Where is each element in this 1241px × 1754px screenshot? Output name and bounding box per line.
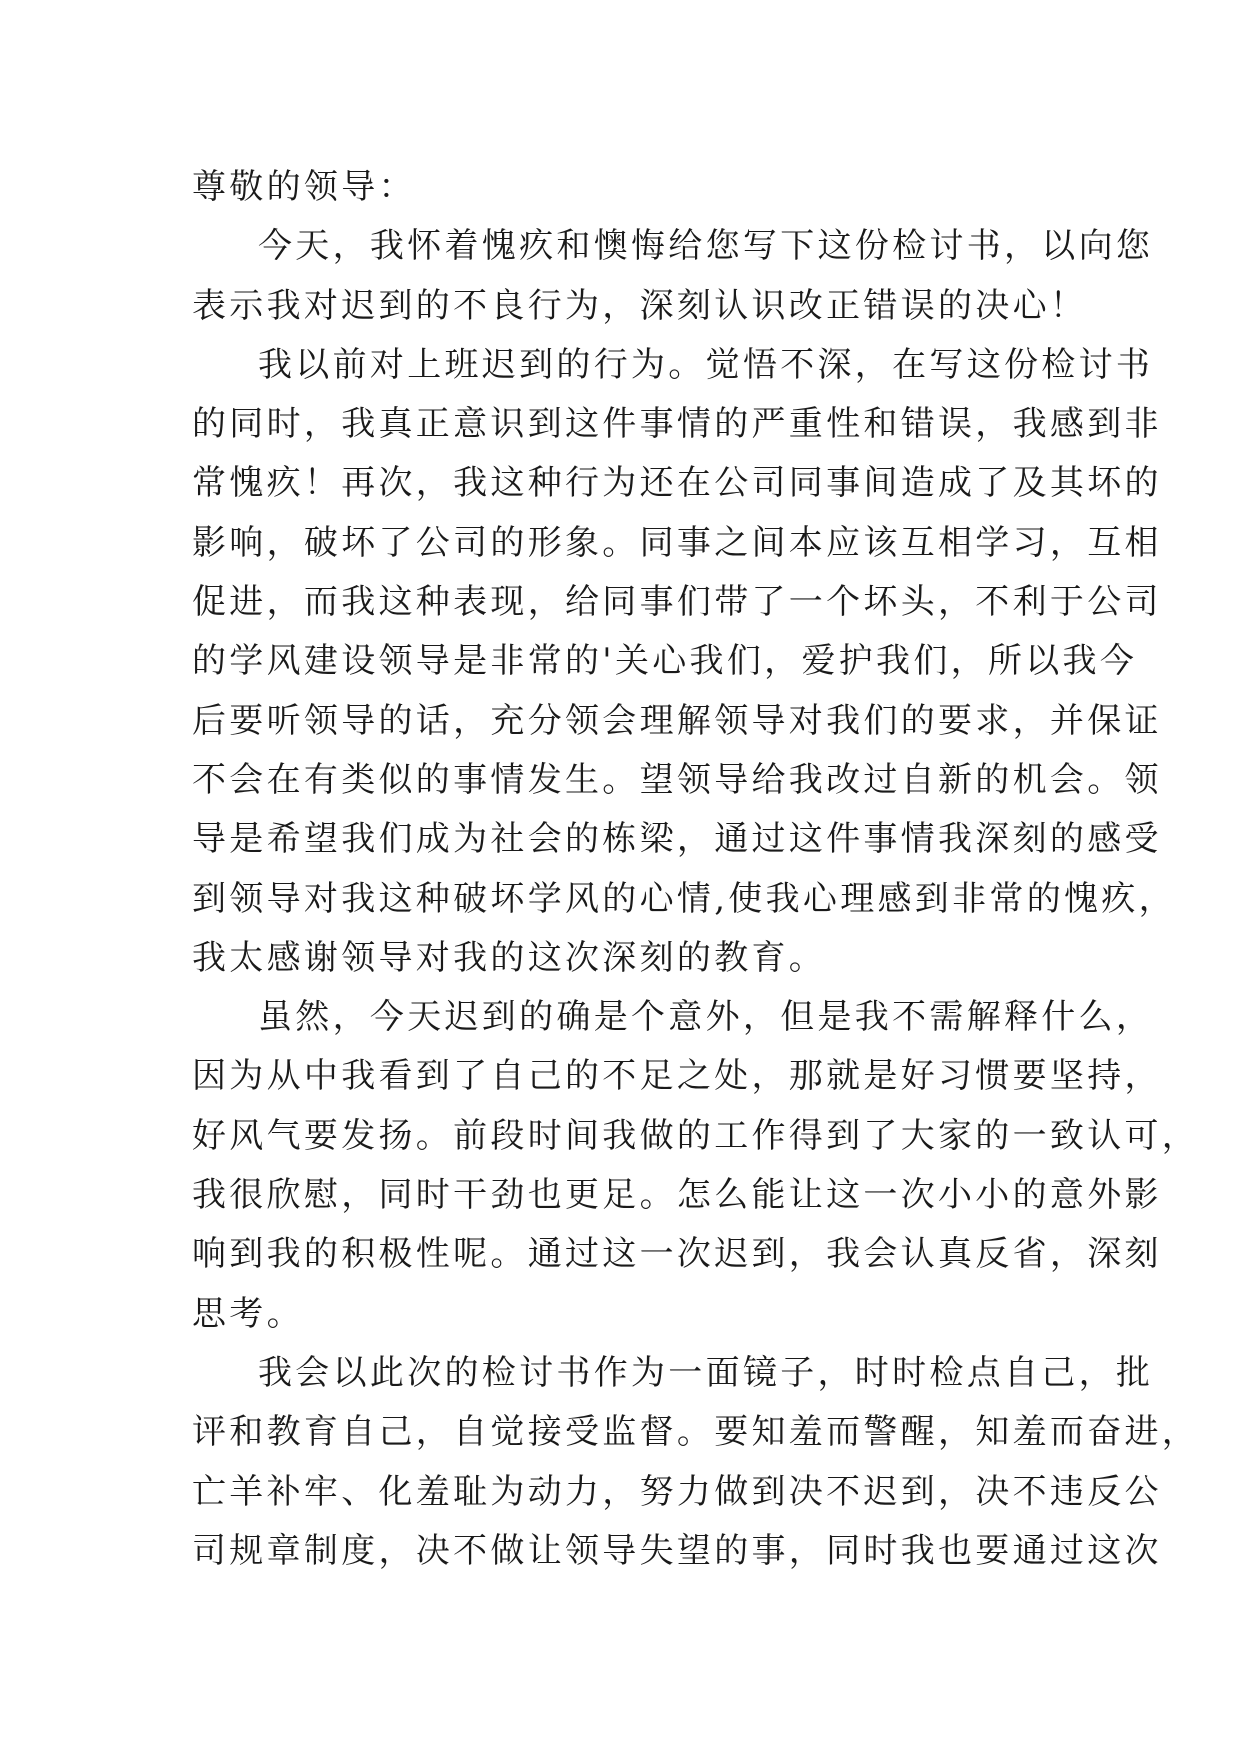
text-line: 的同时，我真正意识到这件事情的严重性和错误，我感到非 <box>192 404 1162 445</box>
text-line: 的学风建设领导是非常的'关心我们，爱护我们，所以我今 <box>192 641 1138 682</box>
text-line: 后要听领导的话，充分领会理解领导对我们的要求，并保证 <box>192 700 1162 741</box>
text-line: 今天，我怀着愧疚和懊悔给您写下这份检讨书，以向您 <box>258 226 1154 267</box>
text-line: 我太感谢领导对我的这次深刻的教育。 <box>192 937 827 978</box>
text-line: 我会以此次的检讨书作为一面镜子，时时检点自己，批 <box>258 1352 1154 1393</box>
text-line: 因为从中我看到了自己的不足之处，那就是好习惯要坚持， <box>192 1056 1162 1097</box>
paragraph-accident <box>192 988 1200 1344</box>
text-line: 司规章制度，决不做让领导失望的事，同时我也要通过这次 <box>192 1530 1162 1571</box>
text-line: 表示我对迟到的不良行为，深刻认识改正错误的决心！ <box>192 285 1088 326</box>
text-line: 常愧疚！再次，我这种行为还在公司同事间造成了及其坏的 <box>192 463 1162 504</box>
text-line: 思考。 <box>192 1293 304 1334</box>
text-line: 亡羊补牢、化羞耻为动力，努力做到决不迟到，决不违反公 <box>192 1471 1162 1512</box>
text-line: 响到我的积极性呢。通过这一次迟到，我会认真反省，深刻 <box>192 1234 1162 1275</box>
text-line: 导是希望我们成为社会的栋梁，通过这件事情我深刻的感受 <box>192 819 1162 860</box>
text-line: 影响，破坏了公司的形象。同事之间本应该互相学习，互相 <box>192 522 1162 563</box>
text-line: 好风气要发扬。前段时间我做的工作得到了大家的一致认可， <box>192 1115 1200 1156</box>
text-line: 评和教育自己，自觉接受监督。要知羞而警醒，知羞而奋进， <box>192 1412 1200 1453</box>
salutation: 尊敬的领导： <box>192 167 416 207</box>
paragraph-commitment <box>192 1344 1200 1581</box>
text-line: 我以前对上班迟到的行为。觉悟不深，在写这份检讨书 <box>258 344 1154 385</box>
paragraph-apology-intro <box>192 217 1154 336</box>
text-line: 促进，而我这种表现，给同事们带了一个坏头，不利于公司 <box>192 582 1162 623</box>
text-line: 不会在有类似的事情发生。望领导给我改过自新的机会。领 <box>192 759 1162 800</box>
text-line: 我很欣慰，同时干劲也更足。怎么能让这一次小小的意外影 <box>192 1175 1162 1216</box>
text-line: 到领导对我这种破坏学风的心情,使我心理感到非常的愧疚， <box>192 878 1176 919</box>
text-line: 虽然，今天迟到的确是个意外，但是我不需解释什么， <box>258 997 1154 1038</box>
paragraph-reflection <box>192 336 1176 988</box>
letter-body <box>192 158 1200 1581</box>
